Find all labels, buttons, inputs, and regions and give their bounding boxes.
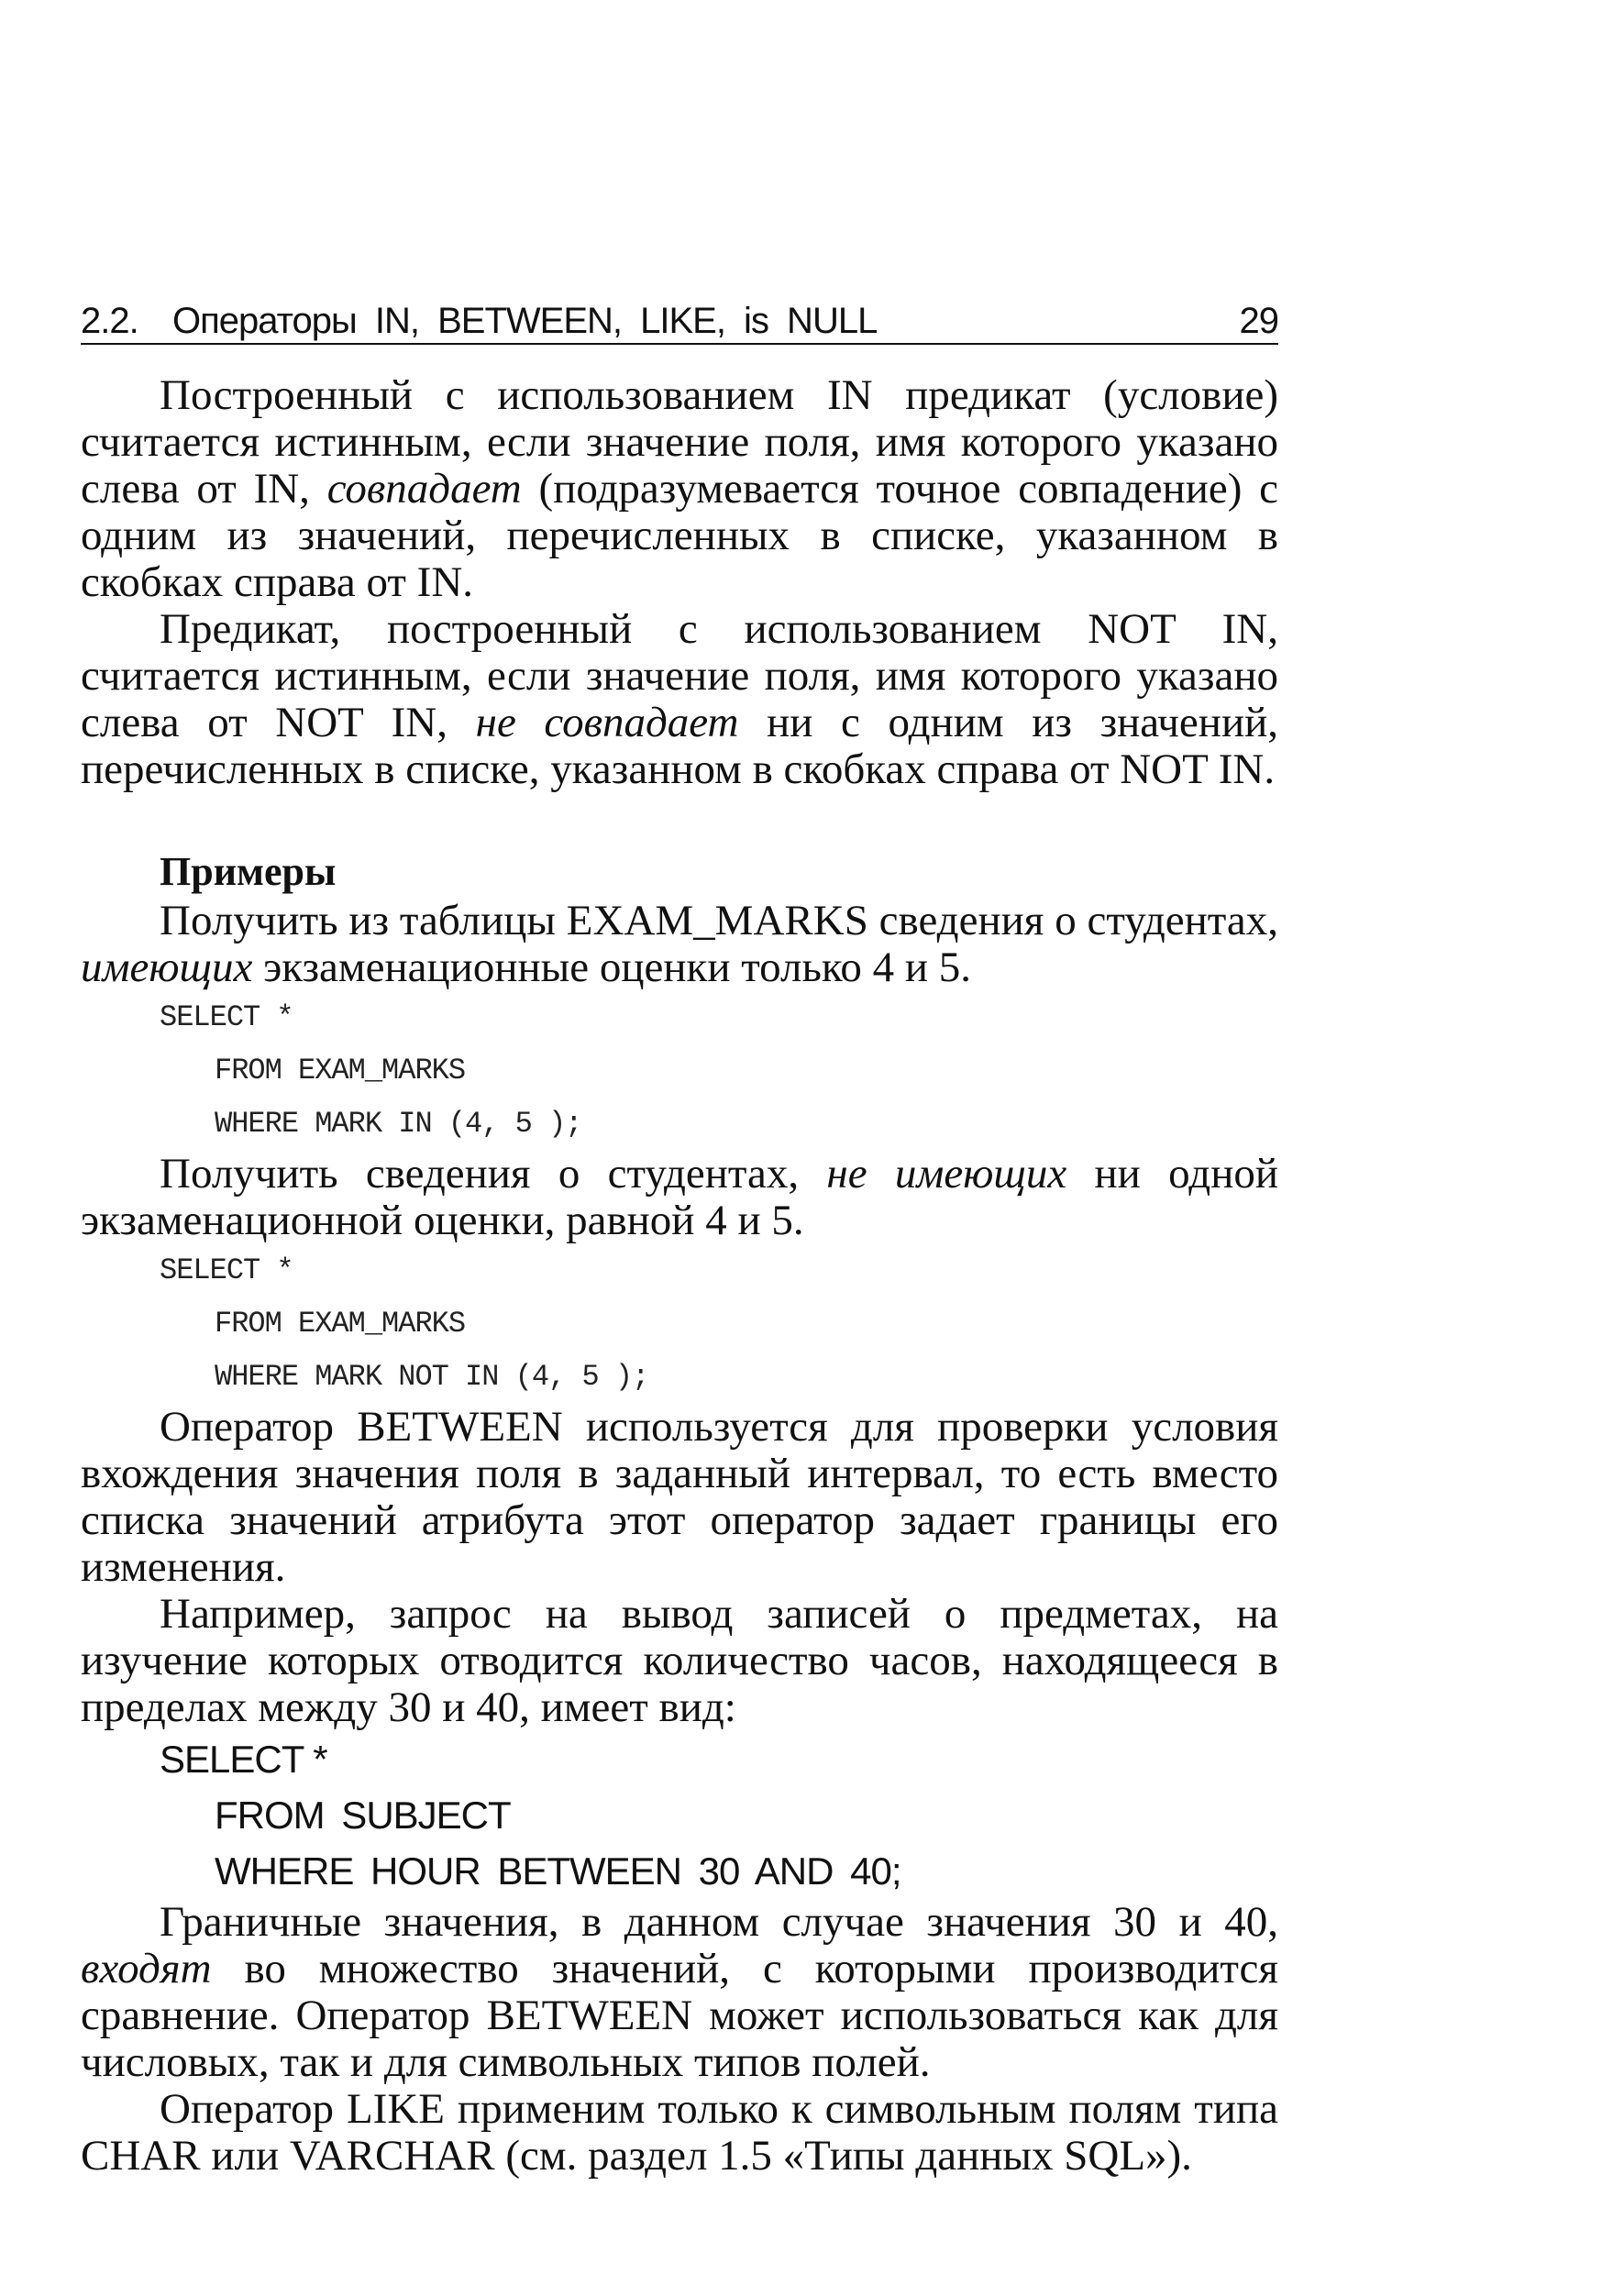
paragraph-between-bounds: Граничные значения, в данном случае значения 30 и 40, входят во множество значений, с которыми производится сравнение. Оператор BETWEEN может использоваться как для числовых, так и для символьных типов полей. (81, 1898, 1278, 2086)
spacer (81, 793, 1278, 846)
paragraph-example-1: Получить из таблицы EXAM_MARKS сведения о студентах, имеющих экзаменационные оценки только 4 и 5. (81, 897, 1278, 991)
paragraph-not-in-definition: Предикат, построенный с использованием NOT IN, считается истинным, если значение поля, имя которого указано слева от NOT IN, не совпадает ни с одним из значений, перечисленных в списке, указанном в скобках справа от NOT IN. (81, 605, 1278, 793)
paragraph-like-intro: Оператор LIKE применим только к символьным полям типа CHAR или VARCHAR (см. раздел 1.5 «Типы данных SQL»). (81, 2085, 1278, 2180)
code-block-2 (81, 1244, 1278, 1404)
section-title: Операторы IN, BETWEEN, LIKE, is NULL (172, 301, 878, 341)
code-line: WHERE MARK NOT IN (4, 5 ); (215, 1360, 649, 1394)
code-line: SELECT * (160, 1253, 293, 1287)
code-line: SELECT * (160, 1000, 293, 1034)
paragraph-in-definition: Построенный с использованием IN предикат (условие) считается истинным, если значение поля, имя которого указано слева от IN, совпадает (подразумевается точное совпадение) с одним из значений, перечисленных в списке, указанном в скобках справа от IN. (81, 371, 1278, 606)
paragraph-example-2: Получить сведения о студентах, не имеющих ни одной экзаменационной оценки, равной 4 и 5. (81, 1150, 1278, 1244)
page-number: 29 (1239, 301, 1278, 341)
code-block-1 (81, 991, 1278, 1151)
code-line: FROM SUBJECT (215, 1794, 511, 1837)
paragraph-between-example: Например, запрос на вывод записей о предметах, на изучение которых отводится количество часов, находящееся в пределах между 30 и 40, имеет вид: (81, 1590, 1278, 1731)
examples-heading: Примеры (160, 849, 337, 894)
code-line: FROM EXAM_MARKS (215, 1307, 466, 1341)
code-block-3 (81, 1731, 1278, 1899)
section-number: 2.2. (81, 301, 138, 341)
running-header (81, 295, 1278, 345)
code-line: WHERE MARK IN (4, 5 ); (215, 1107, 582, 1141)
page-body (81, 372, 1278, 2180)
code-line: FROM EXAM_MARKS (215, 1054, 466, 1087)
paragraph-between-definition: Оператор BETWEEN используется для проверки условия вхождения значения поля в заданный интервал, то есть вместо списка значений атрибута этот оператор задает границы его изменения. (81, 1403, 1278, 1591)
code-line: WHERE HOUR BETWEEN 30 AND 40; (215, 1849, 901, 1893)
code-line: SELECT * (160, 1738, 327, 1781)
